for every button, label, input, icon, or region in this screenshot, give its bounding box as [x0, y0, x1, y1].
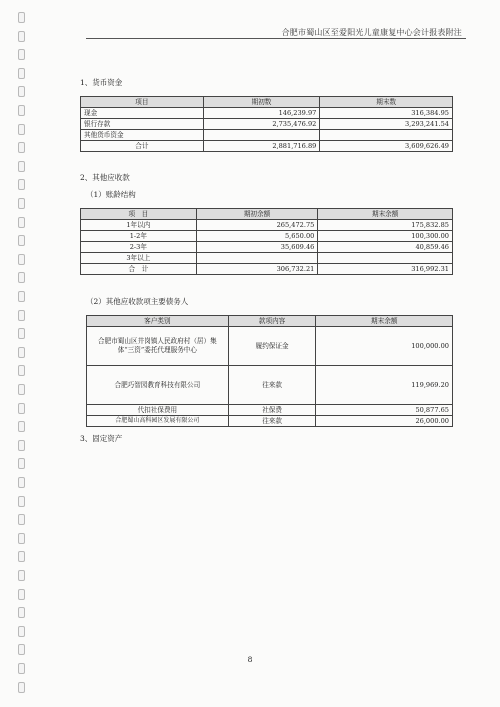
aging-table-header — [81, 209, 453, 220]
aging-opening-value: 35,609.46 — [196, 242, 318, 253]
table-row — [81, 231, 453, 242]
table-row — [81, 220, 453, 231]
debtors-col-closing: 期末余额 — [316, 316, 453, 327]
aging-row-label: 2-3年 — [81, 242, 197, 253]
section-2-title: 2、其他应收款 — [80, 173, 130, 182]
aging-closing-value: 316,992.31 — [318, 264, 453, 275]
binding-hole — [18, 403, 25, 414]
debtor-name: 合肥市蜀山区井岗镇人民政府村（居）集体“三资”委托代理服务中心 — [87, 327, 229, 366]
cash-opening-value: 146,239.97 — [203, 108, 320, 119]
page-header: 合肥市蜀山区至爱阳光儿童康复中心会计报表附注 — [281, 28, 462, 37]
section-1-title: 1、货币资金 — [80, 78, 123, 87]
aging-row-label: 合 计 — [81, 264, 197, 275]
debtor-closing-value: 100,000.00 — [316, 327, 453, 366]
table-row — [87, 327, 453, 366]
cash-row-label: 其他货币资金 — [81, 130, 204, 141]
binding-hole — [18, 86, 25, 97]
aging-closing-value — [318, 253, 453, 264]
binding-hole — [18, 551, 25, 562]
cash-col-closing: 期末数 — [320, 97, 453, 108]
debtors-col-content: 款项内容 — [228, 316, 316, 327]
cash-opening-value: 2,881,716.89 — [203, 141, 320, 152]
binding-hole — [18, 124, 25, 135]
binding-hole — [18, 310, 25, 321]
binding-hole — [18, 161, 25, 172]
debtor-content: 履约保证金 — [228, 327, 316, 366]
cash-opening-value: 2,735,476.92 — [203, 119, 320, 130]
aging-table — [80, 208, 453, 275]
debtor-closing-value: 50,877.65 — [316, 405, 453, 416]
binding-hole — [18, 477, 25, 488]
cash-closing-value: 316,384.95 — [320, 108, 453, 119]
binding-hole — [18, 496, 25, 507]
cash-table-header — [81, 97, 453, 108]
cash-row-label: 银行存款 — [81, 119, 204, 130]
cash-col-item: 项目 — [81, 97, 204, 108]
aging-opening-value — [196, 253, 318, 264]
binding-hole — [18, 421, 25, 432]
cash-closing-value: 3,609,626.49 — [320, 141, 453, 152]
debtor-content: 社保费 — [228, 405, 316, 416]
aging-row-label: 1-2年 — [81, 231, 197, 242]
table-row — [81, 130, 453, 141]
aging-row-label: 1年以内 — [81, 220, 197, 231]
binding-hole — [18, 626, 25, 637]
debtor-content: 往来款 — [228, 416, 316, 427]
table-row — [81, 119, 453, 130]
debtors-col-category: 客户类别 — [87, 316, 229, 327]
binding-hole — [18, 198, 25, 209]
binding-hole — [18, 12, 25, 23]
table-row — [81, 108, 453, 119]
binding-hole — [18, 254, 25, 265]
aging-closing-value: 100,300.00 — [318, 231, 453, 242]
table-row — [87, 416, 453, 427]
page-number: 8 — [247, 655, 253, 664]
binding-hole — [18, 514, 25, 525]
debtor-closing-value: 26,000.00 — [316, 416, 453, 427]
aging-opening-value: 265,472.75 — [196, 220, 318, 231]
aging-col-item: 项 目 — [81, 209, 197, 220]
table-row-total — [81, 264, 453, 275]
debtor-name: 合肥巧智园教育科技有限公司 — [87, 366, 229, 405]
binding-hole — [18, 291, 25, 302]
binding-hole — [18, 235, 25, 246]
cash-row-label: 现金 — [81, 108, 204, 119]
debtors-table-header — [87, 316, 453, 327]
cash-table — [80, 96, 453, 152]
aging-row-label: 3年以上 — [81, 253, 197, 264]
binding-hole — [18, 607, 25, 618]
header-rule — [86, 38, 466, 39]
binding-hole — [18, 644, 25, 655]
binding-hole — [18, 663, 25, 674]
debtor-name: 代扣社保费用 — [87, 405, 229, 416]
cash-col-opening: 期初数 — [203, 97, 320, 108]
table-row — [87, 405, 453, 416]
binding-hole — [18, 570, 25, 581]
aging-closing-value: 40,859.46 — [318, 242, 453, 253]
binding-hole — [18, 105, 25, 116]
binding-hole — [18, 440, 25, 451]
aging-opening-value: 306,732.21 — [196, 264, 318, 275]
table-row — [81, 242, 453, 253]
binding-hole — [18, 328, 25, 339]
table-row — [81, 253, 453, 264]
debtors-table — [86, 315, 453, 427]
cash-row-label: 合计 — [81, 141, 204, 152]
debtor-name: 合肥蜀山高科园区发展有限公司 — [87, 416, 229, 427]
table-row — [87, 366, 453, 405]
binding-hole — [18, 384, 25, 395]
binding-hole — [18, 533, 25, 544]
cash-closing-value: 3,293,241.54 — [320, 119, 453, 130]
aging-col-closing: 期末余额 — [318, 209, 453, 220]
binding-hole — [18, 68, 25, 79]
cash-opening-value — [203, 130, 320, 141]
debtor-content: 往来款 — [228, 366, 316, 405]
binding-hole — [18, 179, 25, 190]
binding-hole — [18, 272, 25, 283]
aging-opening-value: 5,650.00 — [196, 231, 318, 242]
binding-hole — [18, 142, 25, 153]
binding-hole — [18, 49, 25, 60]
binding-hole — [18, 682, 25, 693]
aging-col-opening: 期初余额 — [196, 209, 318, 220]
binding-hole — [18, 589, 25, 600]
binding-hole — [18, 365, 25, 376]
debtors-subtitle: （2）其他应收款项主要债务人 — [86, 297, 189, 306]
section-3-title: 3、固定资产 — [80, 434, 123, 443]
table-row-total — [81, 141, 453, 152]
binding-hole — [18, 217, 25, 228]
binding-hole — [18, 347, 25, 358]
cash-closing-value — [320, 130, 453, 141]
binding-hole — [18, 31, 25, 42]
aging-closing-value: 175,832.85 — [318, 220, 453, 231]
aging-subtitle: （1）账龄结构 — [86, 190, 136, 199]
binding-hole — [18, 458, 25, 469]
debtor-closing-value: 119,969.20 — [316, 366, 453, 405]
